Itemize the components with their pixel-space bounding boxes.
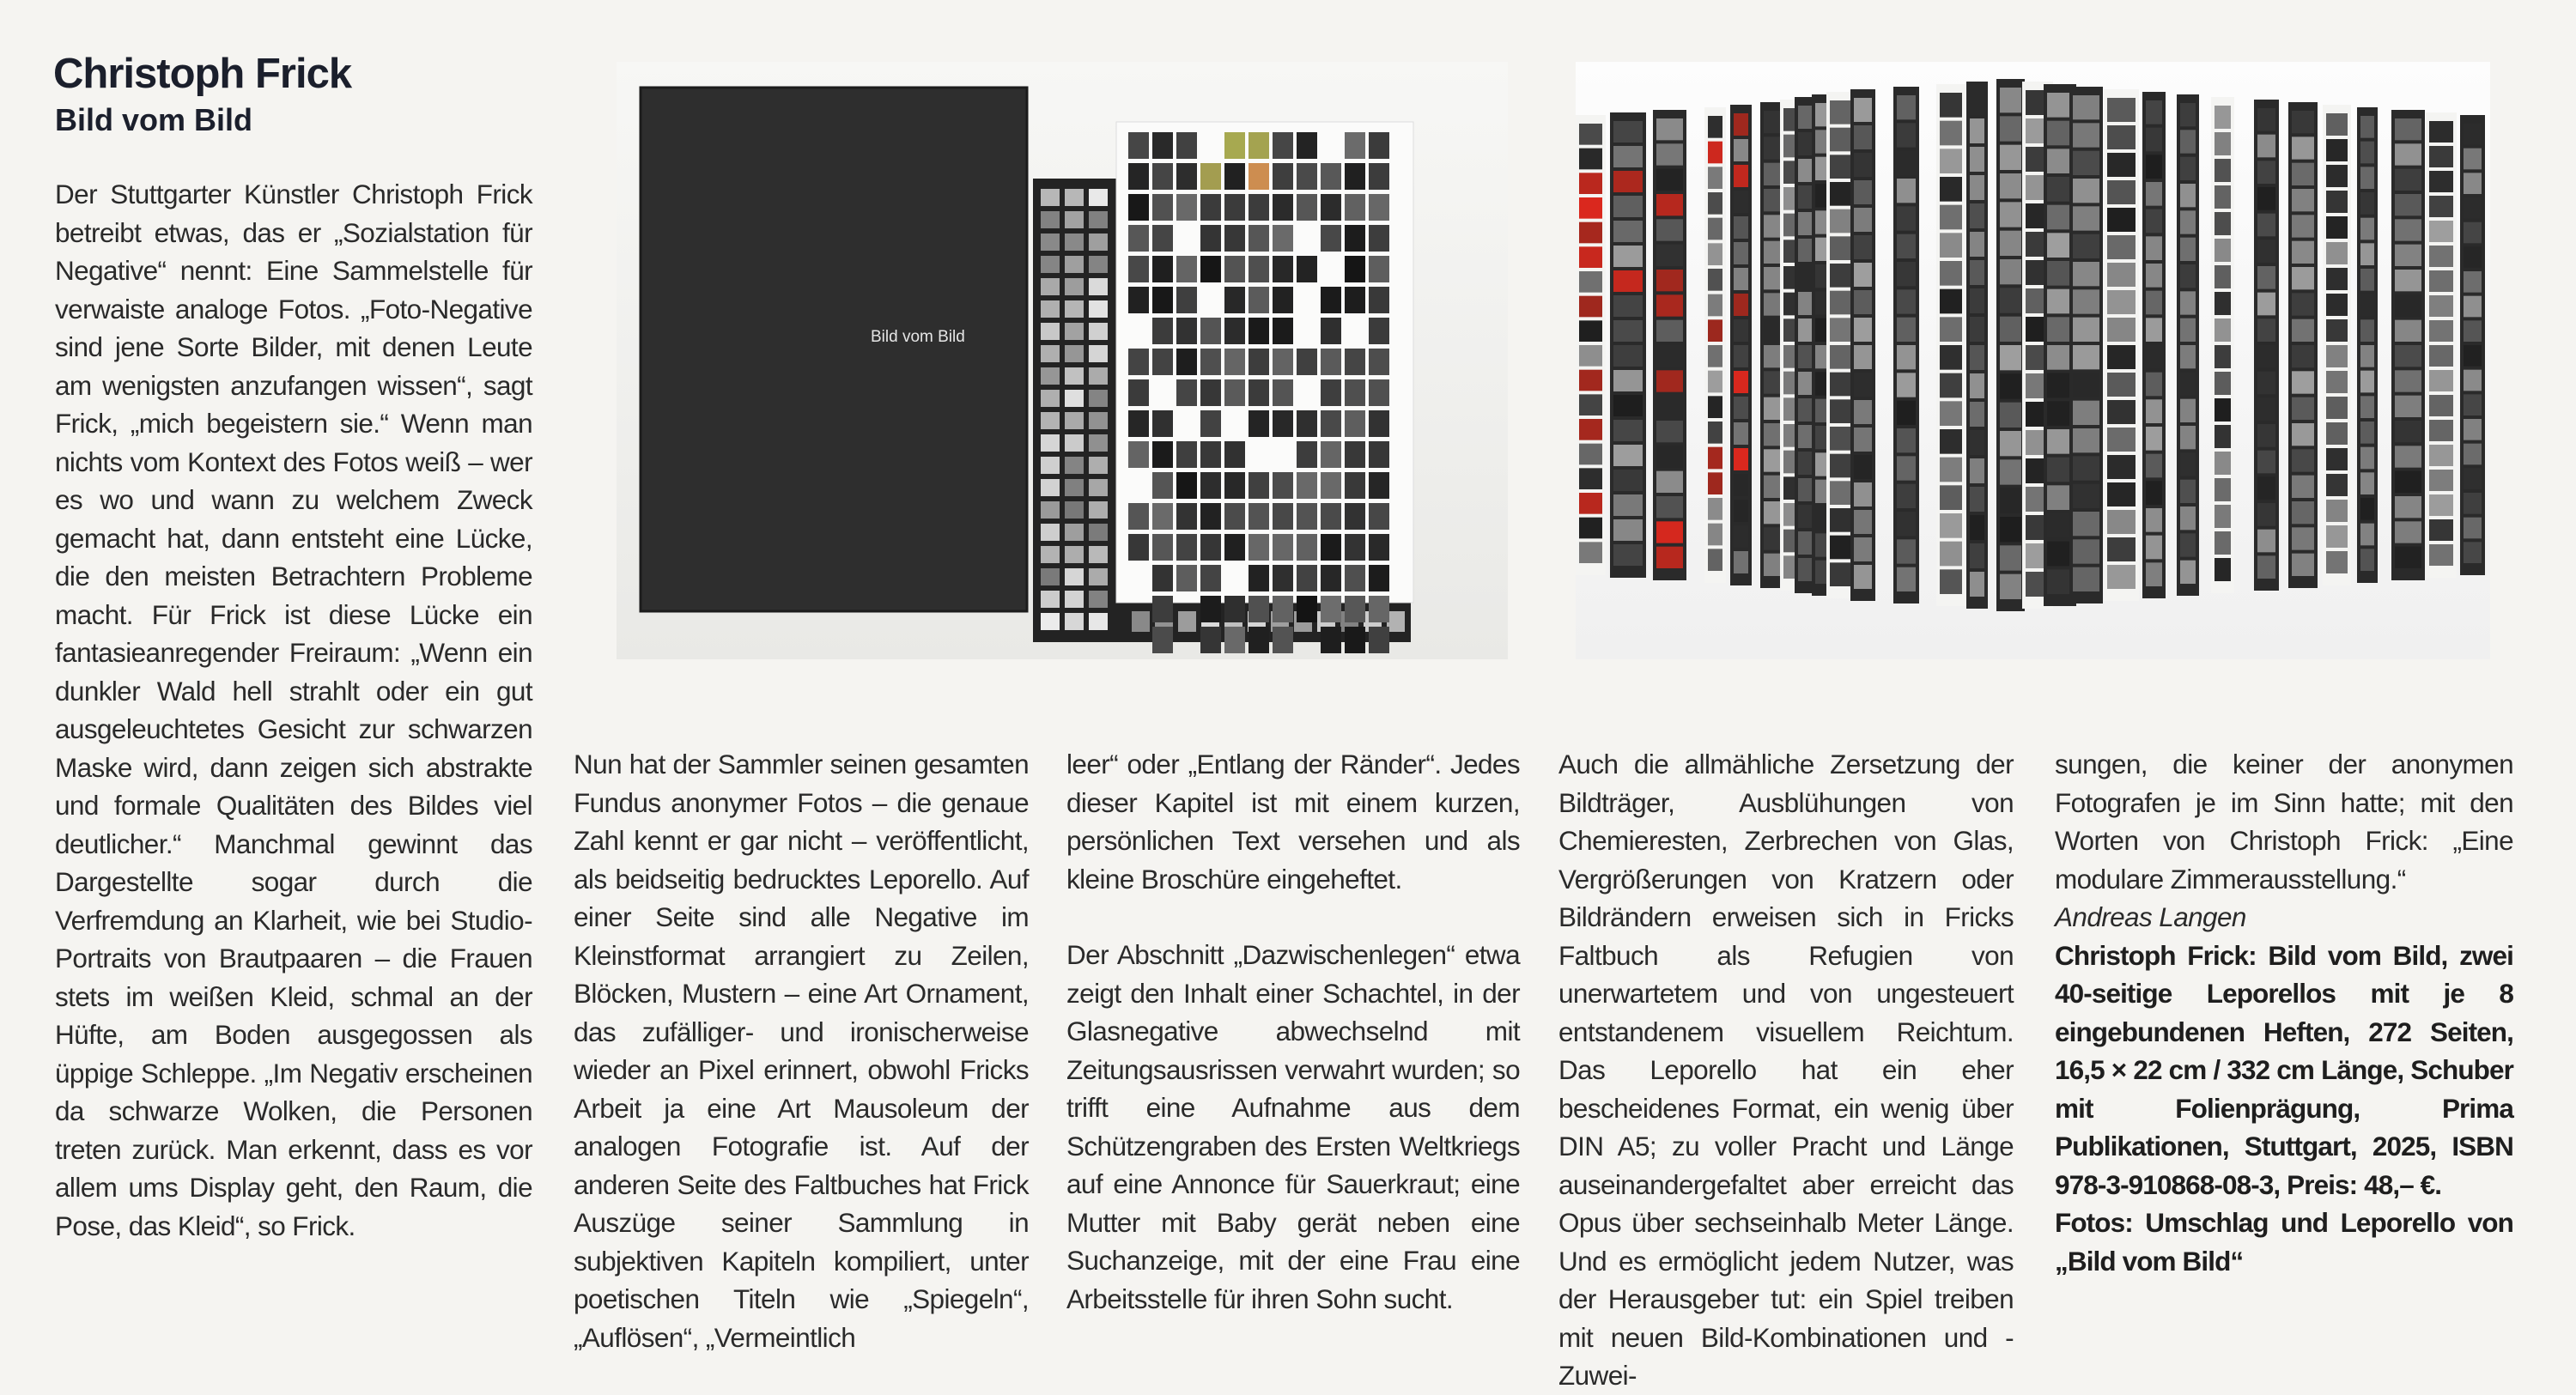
paragraph: sungen, die keiner der anonymen Fotografen je im Sinn hatte; mit den Worten von Christoph Frick: „Eine modulare Zimmerausstellung.“ — [2055, 749, 2513, 895]
paragraph: Der Abschnitt „Dazwischenlegen“ etwa zeigt den Inhalt einer Schachtel, in der Glasnegative abwechselnd mit Zeitungsausrissen verwahrt wurden; so trifft eine Aufnahme aus dem Schützengraben des Ersten Weltkriegs auf eine Annonce für Sauerkraut; eine Mutter mit Baby gerät neben eine Suchanzeige, mit der eine Frau eine Arbeitsstelle für ihren Sohn sucht. — [1066, 939, 1520, 1314]
paragraph: Auch die allmähliche Zersetzung der Bildträger, Ausblühungen von Chemieresten, Zerbrechen von Glas, Vergrößerungen von Kratzern oder Bildrändern erweisen sich in Fricks Faltbuch als Refugien von unerwartetem und von ungesteuert entstandenem visuellem Reichtum. Das Leporello hat ein eher bescheidenes Format, ein wenig über DIN A5; zu voller Pracht und Länge auseinandergefaltet aber erreicht das Opus über sechseinhalb Meter Länge. Und es ermöglicht jedem Nutzer, was der Herausgeber tut: ein Spiel treiben mit neuen Bild-Kombinationen und -Zuwei- — [1558, 749, 2014, 1391]
book-info: Christoph Frick: Bild vom Bild, zwei 40-seitige Leporellos mit je 8 eingebundenen Heften, 272 Seiten, 16,5 × 22 cm / 332 cm Länge, Schuber mit Folienprägung, Prima Publikationen, Stuttgart, 2025, ISBN 978-3-910868-08-3, Preis: 48,– €. — [2055, 939, 2513, 1200]
text-column-5 — [2055, 745, 2513, 1280]
photo-credit: Fotos: Umschlag und Leporello von „Bild vom Bild“ — [2055, 1207, 2513, 1277]
article-title: Christoph Frick — [53, 51, 352, 97]
paragraph: Der Stuttgarter Künstler Christoph Frick betreibt etwas, das er „Sozialstation für Negative“ nennt: Eine Sammelstelle für verwaiste analoge Fotos. „Foto-Negative sind jene Sorte Bilder, mit denen Leute am wenigsten anzufangen wissen“, sagt Frick, „mich begeistern sie.“ Wenn man nichts vom Kontext des Fotos weiß – wer es wo und wann zu welchem Zweck gemacht hat, dann entsteht eine Lücke, die den meisten Betrachtern Probleme macht. Für Frick ist diese Lücke ein fantasieanregender Freiraum: „Wenn ein dunkler Wald hell strahlt oder ein gut ausgeleuchtetes Gesicht zur schwarzen Maske wird, dann zeigen sich abstrakte und formale Qualitäten des Bildes viel deutlicher.“ Manchmal gewinnt das Dargestellte sogar durch die Verfremdung an Klarheit, wie bei Studio-Portraits von Brautpaaren – die Frauen stets im weißen Kleid, schmal an der Hüfte, am Boden ausgegossen als üppige Schleppe. „Im Negativ erscheinen da schwarze Wolken, die Personen treten zurück. Man erkennt, dass es vor allem ums Display geht, den Raum, die Pose, das Kleid“, so Frick. — [55, 179, 532, 1241]
paragraph: leer“ oder „Entlang der Ränder“. Jedes dieser Kapitel ist mit einem kurzen, persönlichen Text versehen und als kleine Broschüre eingeheftet. — [1066, 749, 1520, 895]
author-name: Andreas Langen — [2055, 901, 2246, 932]
photo-leporello-image — [1576, 62, 2490, 659]
cover-title: Bild vom Bild — [871, 328, 965, 346]
text-column-1 — [55, 175, 532, 1245]
article-subtitle: Bild vom Bild — [55, 102, 253, 137]
photo-book-box-image — [617, 62, 1508, 659]
photo-leporello — [1576, 62, 2490, 659]
text-column-4 — [1558, 745, 2014, 1395]
text-column-3 — [1066, 745, 1520, 1318]
text-column-2 — [574, 745, 1029, 1356]
photo-book-box — [617, 62, 1508, 659]
paragraph: Nun hat der Sammler seinen gesamten Fundus anonymer Fotos – die genaue Zahl kennt er gar nicht – veröffentlicht, als beidseitig bedrucktes Leporello. Auf einer Seite sind alle Negative im Kleinstformat arrangiert zu Zeilen, Blöcken, Mustern – eine Art Ornament, das zufälliger- und ironischerweise wieder an Pixel erinnert, obwohl Fricks Arbeit ja eine Art Mausoleum der analogen Fotografie ist. Auf der anderen Seite des Faltbuches hat Frick Auszüge seiner Sammlung in subjektiven Kapiteln kompiliert, unter poetischen Titeln wie „Spiegeln“, „Auflösen“, „Vermeintlich — [574, 749, 1029, 1353]
